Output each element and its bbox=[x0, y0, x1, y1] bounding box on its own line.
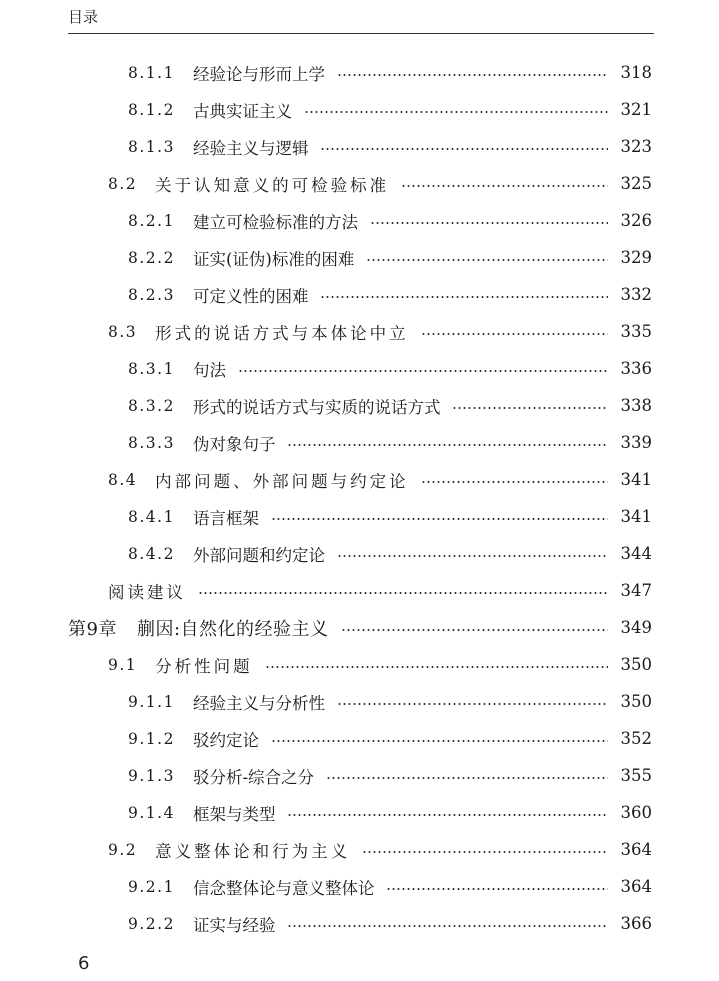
dot-leader bbox=[265, 666, 608, 668]
dot-leader bbox=[386, 888, 608, 890]
toc-entry-sub bbox=[0, 720, 719, 757]
toc-entry-page: 336 bbox=[620, 359, 652, 378]
dot-leader bbox=[341, 629, 608, 631]
toc-entry-title: 蒯因:自然化的经验主义 bbox=[136, 618, 329, 640]
toc-entry-title: 古典实证主义 bbox=[192, 101, 292, 121]
toc-entry-title: 信念整体论与意义整体论 bbox=[192, 878, 375, 898]
dot-leader bbox=[370, 222, 608, 224]
toc-entry-page: 364 bbox=[620, 840, 652, 859]
dot-leader bbox=[320, 296, 608, 298]
toc-entry-sub bbox=[0, 128, 719, 165]
toc-entry-number: 8.2.1 bbox=[128, 211, 175, 230]
dot-leader bbox=[326, 777, 608, 779]
dot-leader bbox=[362, 851, 608, 853]
toc-entry-sub bbox=[0, 54, 719, 91]
toc-entry-sub bbox=[0, 350, 719, 387]
toc-entry-chapter bbox=[0, 609, 719, 646]
toc-entry-number: 8.3.3 bbox=[128, 433, 175, 452]
toc-entry-number: 8.3 bbox=[108, 322, 138, 341]
table-of-contents bbox=[0, 54, 719, 942]
toc-entry-title: 形式的说话方式与实质的说话方式 bbox=[192, 397, 441, 417]
toc-entry-page: 360 bbox=[620, 803, 652, 822]
toc-entry-number: 8.1.3 bbox=[128, 137, 175, 156]
toc-entry-title: 建立可检验标准的方法 bbox=[192, 212, 358, 232]
page-number: 6 bbox=[78, 953, 90, 974]
toc-entry-page: 352 bbox=[620, 729, 652, 748]
toc-entry-title: 意义整体论和行为主义 bbox=[155, 841, 351, 861]
toc-entry-page: 350 bbox=[620, 655, 652, 674]
toc-entry-number: 8.4.1 bbox=[128, 507, 175, 526]
toc-entry-number: 9.1.1 bbox=[128, 692, 175, 711]
toc-entry-number: 8.4 bbox=[108, 470, 138, 489]
toc-entry-page: 323 bbox=[620, 137, 652, 156]
toc-entry-page: 338 bbox=[620, 396, 652, 415]
toc-entry-page: 355 bbox=[620, 766, 652, 785]
toc-entry-sub bbox=[0, 424, 719, 461]
toc-entry-page: 350 bbox=[620, 692, 652, 711]
toc-entry-number: 8.3.2 bbox=[128, 396, 175, 415]
dot-leader bbox=[337, 703, 608, 705]
toc-entry-section bbox=[0, 831, 719, 868]
toc-entry-title: 证实与经验 bbox=[192, 915, 276, 935]
toc-entry-page: 344 bbox=[620, 544, 652, 563]
toc-entry-title: 经验论与形而上学 bbox=[192, 64, 325, 84]
toc-entry-sub bbox=[0, 91, 719, 128]
toc-entry-number: 9.2.1 bbox=[128, 877, 175, 896]
toc-entry-title: 经验主义与逻辑 bbox=[192, 138, 309, 158]
dot-leader bbox=[198, 592, 608, 594]
toc-entry-page: 366 bbox=[620, 914, 652, 933]
dot-leader bbox=[337, 74, 608, 76]
toc-entry-page: 325 bbox=[620, 174, 652, 193]
dot-leader bbox=[320, 148, 608, 150]
toc-entry-title: 形式的说话方式与本体论中立 bbox=[155, 323, 409, 343]
toc-entry-number: 8.1.1 bbox=[128, 63, 175, 82]
toc-entry-number: 第9章 bbox=[68, 618, 117, 640]
toc-entry-section bbox=[0, 646, 719, 683]
toc-entry-page: 329 bbox=[620, 248, 652, 267]
toc-entry-title: 经验主义与分析性 bbox=[192, 693, 325, 713]
toc-entry-number: 9.1 bbox=[108, 655, 138, 674]
toc-entry-title: 伪对象句子 bbox=[192, 434, 276, 454]
toc-entry-title: 驳约定论 bbox=[192, 730, 259, 750]
toc-entry-sub bbox=[0, 202, 719, 239]
toc-entry-title: 驳分析-综合之分 bbox=[192, 767, 315, 787]
toc-entry-sub bbox=[0, 794, 719, 831]
toc-entry-sub bbox=[0, 498, 719, 535]
toc-entry-page: 332 bbox=[620, 285, 652, 304]
toc-entry-title: 分析性问题 bbox=[155, 656, 253, 676]
dot-leader bbox=[401, 185, 608, 187]
toc-entry-number: 8.2.2 bbox=[128, 248, 175, 267]
toc-entry-number: 9.1.3 bbox=[128, 766, 175, 785]
dot-leader bbox=[271, 518, 608, 520]
toc-entry-title: 证实(证伪)标准的困难 bbox=[192, 249, 355, 269]
toc-entry-sub bbox=[0, 387, 719, 424]
toc-entry-title: 关于认知意义的可检验标准 bbox=[155, 175, 390, 195]
toc-entry-title: 句法 bbox=[192, 360, 226, 380]
toc-entry-sub bbox=[0, 868, 719, 905]
toc-entry-page: 335 bbox=[620, 322, 652, 341]
toc-entry-sub bbox=[0, 683, 719, 720]
toc-entry-page: 318 bbox=[620, 63, 652, 82]
dot-leader bbox=[238, 370, 608, 372]
toc-entry-number: 8.2 bbox=[108, 174, 138, 193]
toc-entry-sub bbox=[0, 905, 719, 942]
dot-leader bbox=[287, 444, 608, 446]
toc-entry-title: 外部问题和约定论 bbox=[192, 545, 325, 565]
toc-entry-page: 341 bbox=[620, 470, 652, 489]
toc-entry-section bbox=[0, 313, 719, 350]
toc-entry-title: 语言框架 bbox=[192, 508, 259, 528]
toc-entry-page: 347 bbox=[620, 581, 652, 600]
toc-entry-sub bbox=[0, 757, 719, 794]
dot-leader bbox=[287, 925, 608, 927]
dot-leader bbox=[287, 814, 608, 816]
toc-entry-number: 9.2 bbox=[108, 840, 138, 859]
toc-entry-section bbox=[0, 461, 719, 498]
toc-entry-sub bbox=[0, 535, 719, 572]
toc-entry-section bbox=[0, 165, 719, 202]
toc-entry-title: 内部问题、外部问题与约定论 bbox=[155, 471, 409, 491]
toc-entry-sub bbox=[0, 276, 719, 313]
toc-entry-number: 9.2.2 bbox=[128, 914, 175, 933]
dot-leader bbox=[452, 407, 608, 409]
dot-leader bbox=[337, 555, 608, 557]
running-head: 目录 bbox=[68, 8, 99, 26]
toc-entry-sub bbox=[0, 239, 719, 276]
toc-entry-number: 8.4.2 bbox=[128, 544, 175, 563]
toc-entry-title: 框架与类型 bbox=[192, 804, 276, 824]
toc-entry-number: 9.1.4 bbox=[128, 803, 175, 822]
toc-entry-title: 阅读建议 bbox=[108, 582, 186, 602]
toc-entry-title: 可定义性的困难 bbox=[192, 286, 309, 306]
toc-entry-number: 8.2.3 bbox=[128, 285, 175, 304]
toc-entry-number: 8.3.1 bbox=[128, 359, 175, 378]
toc-entry-page: 339 bbox=[620, 433, 652, 452]
toc-entry-number: 8.1.2 bbox=[128, 100, 175, 119]
toc-entry-page: 326 bbox=[620, 211, 652, 230]
header-rule bbox=[68, 33, 654, 34]
toc-entry-page: 341 bbox=[620, 507, 652, 526]
toc-entry-page: 321 bbox=[620, 100, 652, 119]
dot-leader bbox=[366, 259, 608, 261]
dot-leader bbox=[271, 740, 608, 742]
dot-leader bbox=[421, 333, 608, 335]
toc-entry-page: 364 bbox=[620, 877, 652, 896]
toc-entry-page: 349 bbox=[620, 618, 652, 637]
toc-entry-reading bbox=[0, 572, 719, 609]
toc-entry-number: 9.1.2 bbox=[128, 729, 175, 748]
dot-leader bbox=[421, 481, 608, 483]
dot-leader bbox=[304, 111, 608, 113]
